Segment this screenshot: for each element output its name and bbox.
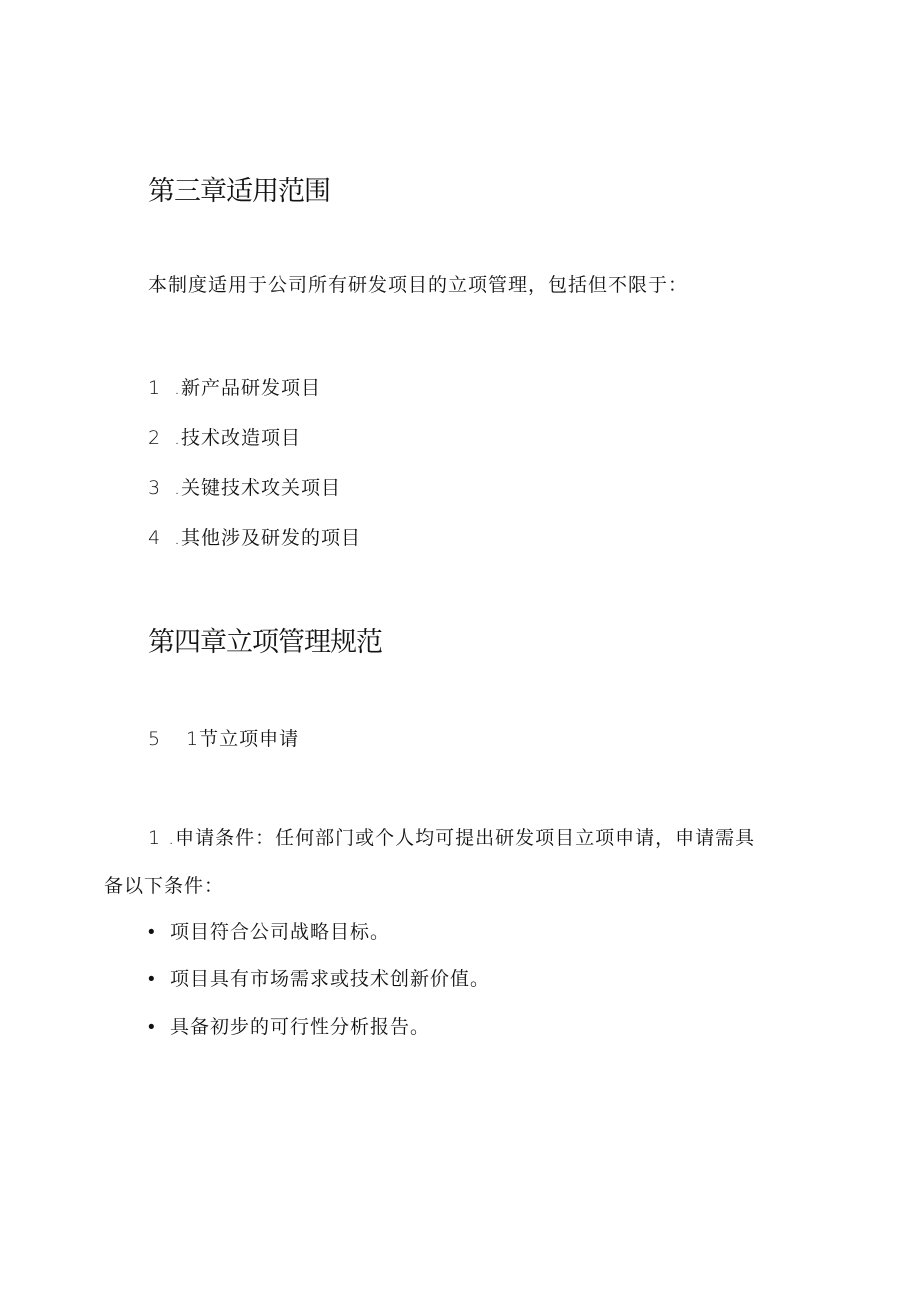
bullet-item [148,965,490,993]
list-item-text: .技术改造项目 [174,427,302,449]
list-item-number: 1 [148,377,162,399]
section-title: 1节立项申请 [186,728,300,750]
bullet-text: 具备初步的可行性分析报告。 [170,1016,431,1038]
bullet-icon: • [148,921,156,943]
bullet-text: 项目符合公司战略目标。 [170,921,391,943]
paragraph-line-2: 备以下条件： [104,875,225,897]
bullet-item [148,1013,430,1041]
bullet-text: 项目具有市场需求或技术创新价值。 [170,968,491,990]
list-item-number: 3 [148,477,162,499]
bullet-item [148,918,390,946]
list-item-text: .新产品研发项目 [174,377,322,399]
list-item-number: 4 [148,527,162,549]
list-item-text: .其他涉及研发的项目 [174,527,362,549]
list-item [148,474,341,502]
list-item [148,424,301,452]
bullet-icon: • [148,1016,156,1038]
chapter3-intro: 本制度适用于公司所有研发项目的立项管理，包括但不限于： [148,274,689,296]
section-number: 5 [148,728,162,750]
bullet-icon: • [148,968,156,990]
list-item [148,524,361,552]
list-item [148,374,321,402]
section-heading [148,725,299,753]
chapter4-title: 第四章立项管理规范 [148,627,382,658]
paragraph-line-1: 1 .申请条件：任何部门或个人均可提出研发项目立项申请，申请需具 [148,827,756,849]
list-item-text: .关键技术攻关项目 [174,477,342,499]
list-item-number: 2 [148,427,162,449]
chapter3-title: 第三章适用范围 [148,176,330,207]
